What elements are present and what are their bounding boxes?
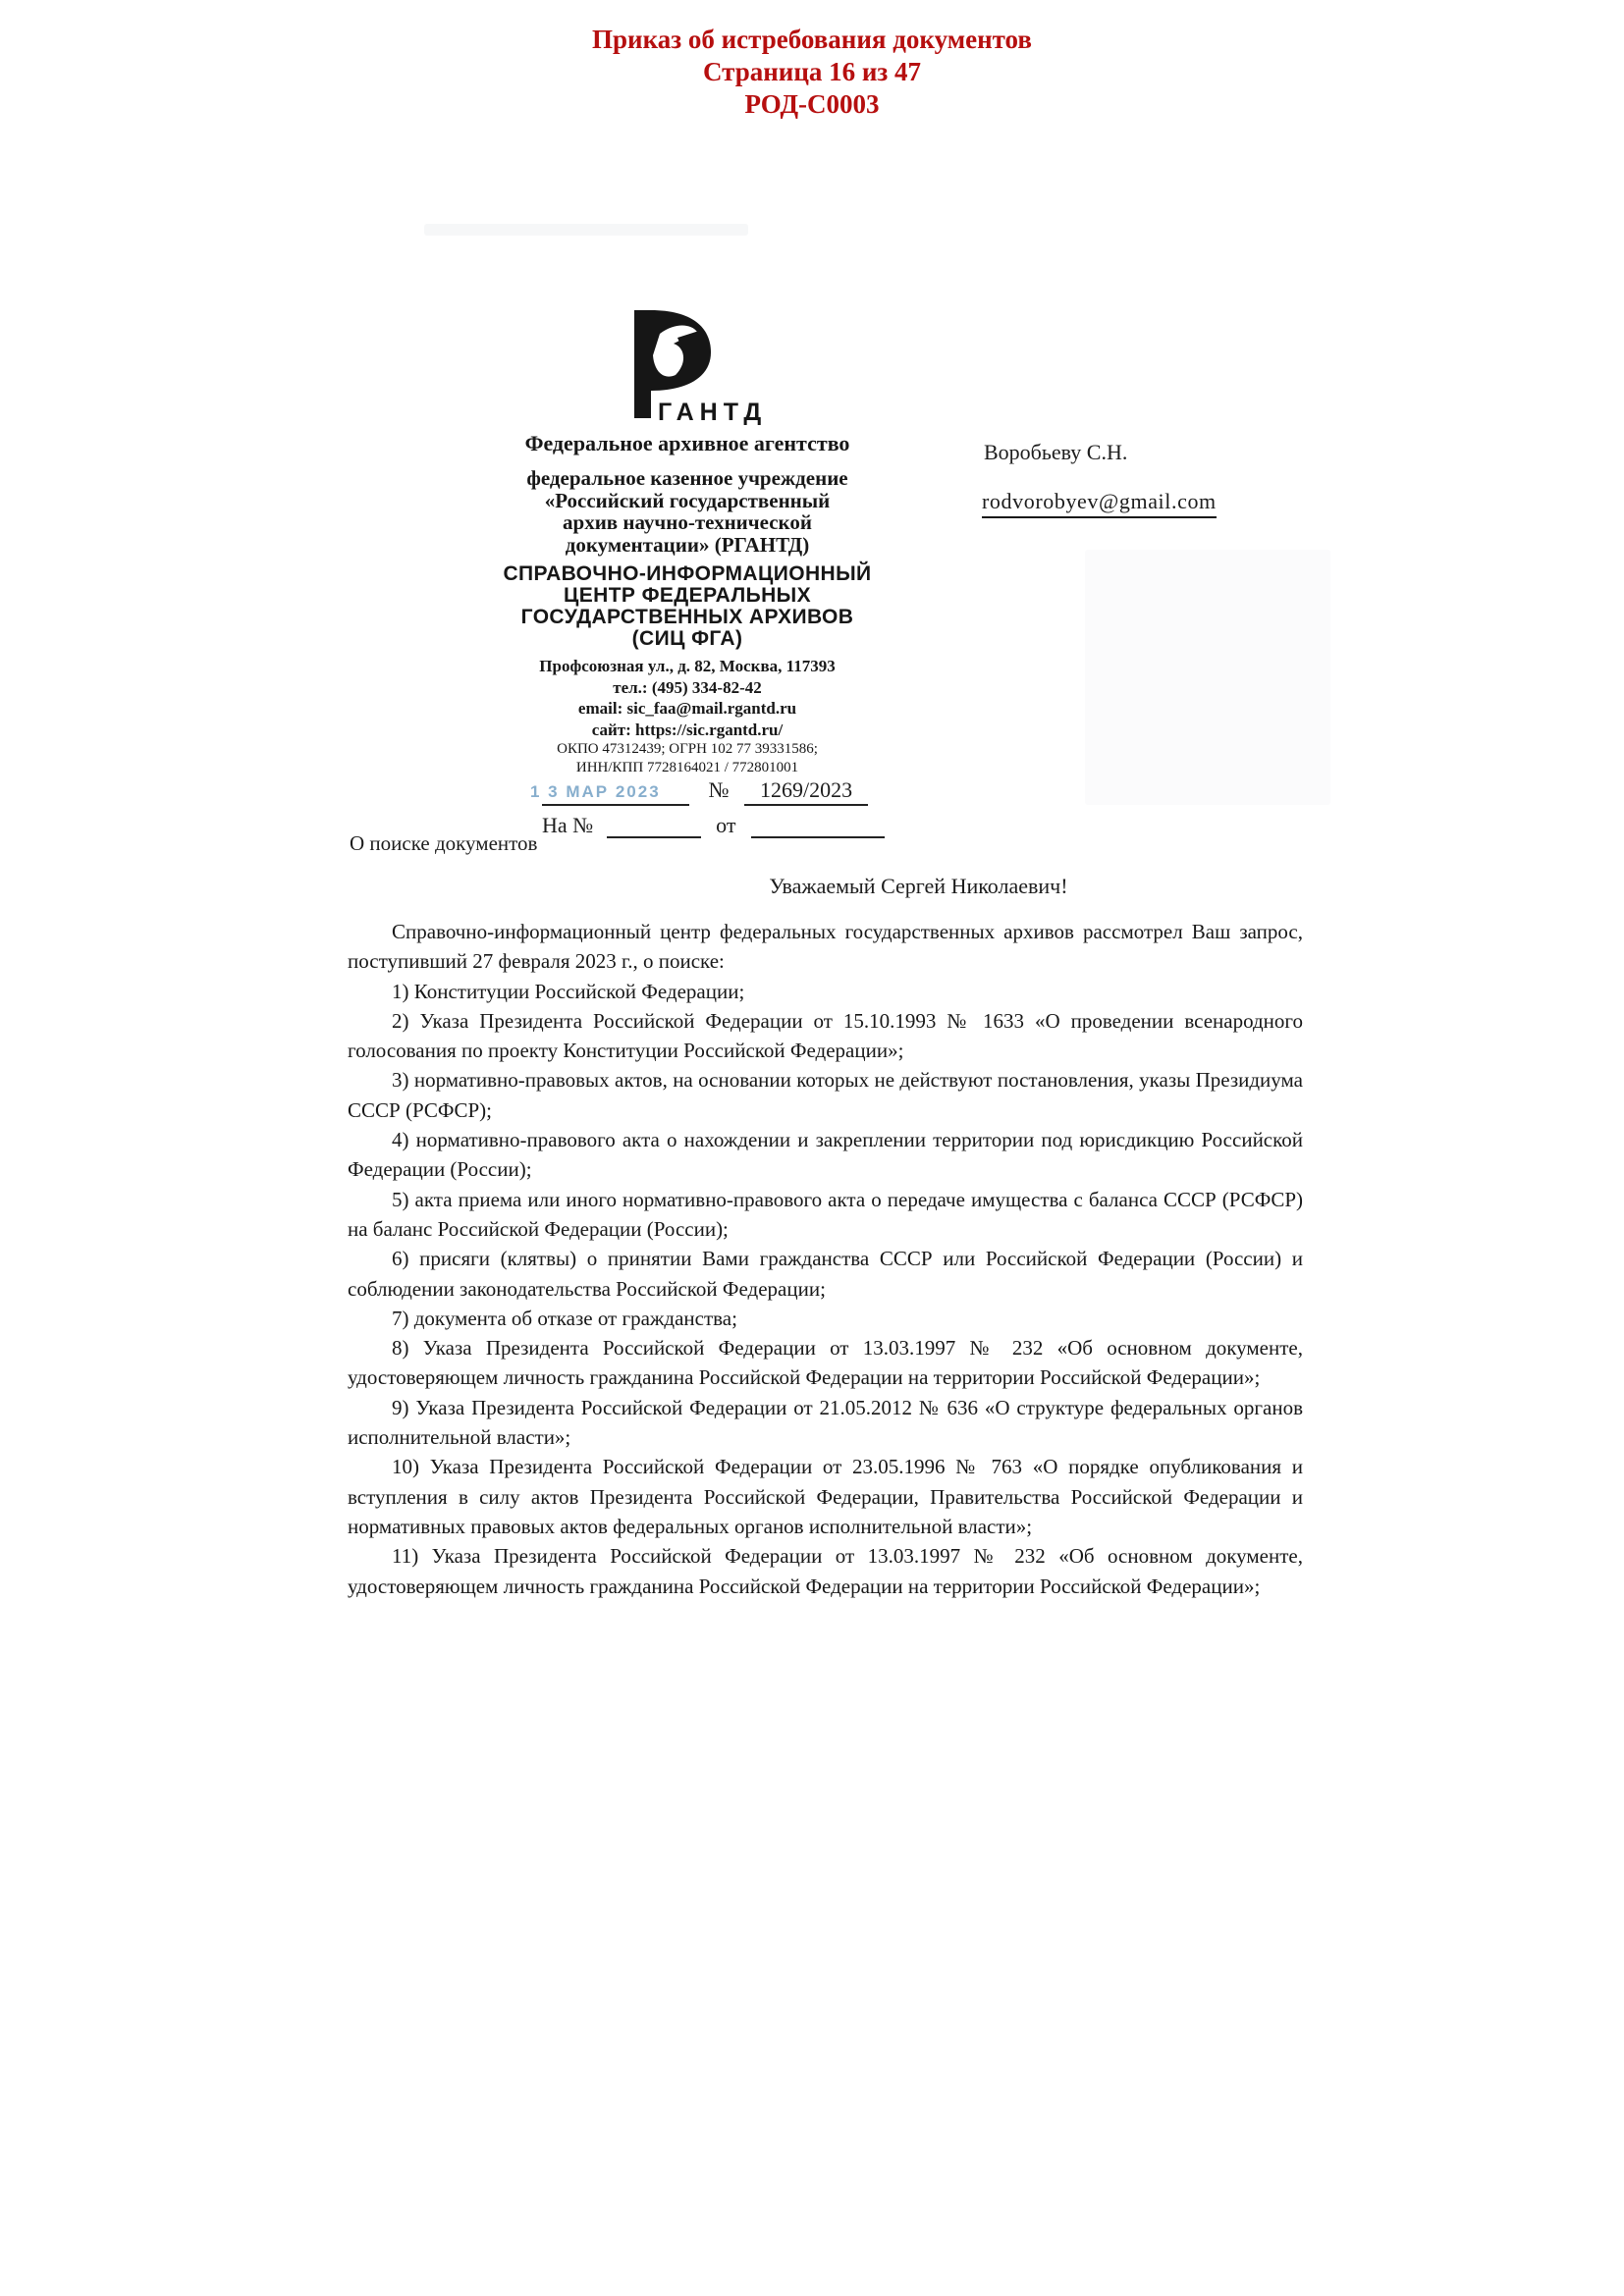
page-header	[0, 24, 1624, 121]
scan-artifact	[424, 224, 748, 236]
list-item-2: 2) Указа Президента Российской Федерации от 15.10.1993 № 1633 «О проведении всенародного голосования по проекту Конституции Российской Федерации»;	[348, 1008, 1303, 1063]
number-sign: №	[708, 777, 730, 802]
list-item-9: 9) Указа Президента Российской Федерации от 21.05.2012 № 636 «О структуре федеральных органов исполнительной власти»;	[348, 1395, 1303, 1450]
sic-center-line: ЦЕНТР ФЕДЕРАЛЬНЫХ	[563, 584, 812, 607]
list-item-3: 3) нормативно-правовых актов, на основании которых не действуют постановления, указы Президиума СССР (РСФСР);	[348, 1068, 1303, 1122]
org-name-line: документации» (РГАНТД)	[565, 532, 810, 557]
ref-ot-label: от	[716, 813, 736, 837]
list-item-7: 7) документа об отказе от гражданства;	[392, 1306, 737, 1330]
doc-code: РОД-С0003	[744, 89, 880, 119]
address-line: Профсоюзная ул., д. 82, Москва, 117393	[539, 657, 836, 675]
list-item-4: 4) нормативно-правового акта о нахождении и закреплении территории под юрисдикцию Российской Федерации (России);	[348, 1128, 1303, 1182]
rgantd-logo-icon	[623, 310, 799, 426]
list-item-6: 6) присяги (клятвы) о принятии Вами гражданства СССР или Российской Федерации (России) и соблюдении законодательства Российской Федерации;	[348, 1247, 1303, 1301]
org-name-line: федеральное казенное учреждение	[526, 466, 848, 490]
outgoing-number: 1269/2023	[744, 777, 868, 806]
recipient-email: rodvorobyev@gmail.com	[982, 489, 1217, 518]
inn-kpp-line: ИНН/КПП 7728164021 / 772801001	[575, 759, 799, 775]
page-header-title: Приказ об истребования документов	[592, 25, 1032, 54]
letter-body	[348, 874, 1303, 1601]
page-indicator: Страница 16 из 47	[702, 57, 922, 86]
list-item-5: 5) акта приема или иного нормативно-правового акта о передаче имущества с баланса СССР (РСФСР) на баланс Российской Федерации (России);	[348, 1187, 1303, 1241]
ref-na-label: На №	[542, 813, 594, 837]
list-item-11: 11) Указа Президента Российской Федерации от 13.03.1997 № 232 «Об основном документе, удостоверяющем личность гражданина Российской Федерации на территории Российской Федерации»;	[348, 1544, 1303, 1598]
org-name-line: «Российский государственный	[544, 488, 831, 512]
sic-center-line: ГОСУДАРСТВЕННЫХ АРХИВОВ	[520, 606, 854, 628]
site-line: сайт: https://sic.rgantd.ru/	[591, 720, 784, 739]
intro-paragraph: Справочно-информационный центр федеральных государственных архивов рассмотрел Ваш запрос, поступивший 27 февраля 2023 г., о поиске:	[348, 920, 1303, 974]
list-item-8: 8) Указа Президента Российской Федерации от 13.03.1997 № 232 «Об основном документе, удостоверяющем личность гражданина Российской Федерации на территории Российской Федерации»;	[348, 1336, 1303, 1390]
incoming-ref-row	[542, 813, 1003, 838]
date-blank-line	[530, 780, 689, 806]
email-line: email: sic_faa@mail.rgantd.ru	[577, 699, 797, 718]
reference-block	[530, 777, 1003, 845]
scan-artifact	[1085, 550, 1330, 805]
salutation: Уважаемый Сергей Николаевич!	[769, 874, 1068, 898]
list-item-1: 1) Конституции Российской Федерации;	[392, 979, 745, 1003]
ref-ot-blank-line	[751, 815, 885, 838]
logo-caption: ГАНТД	[658, 399, 768, 426]
phone-line: тел.: (495) 334-82-42	[613, 677, 762, 697]
org-name-line: архив научно-технической	[563, 510, 812, 534]
date-stamp: 1 3 МАР 2023	[530, 782, 661, 801]
recipient-name: Воробьеву С.Н.	[984, 440, 1128, 464]
outgoing-number-row	[530, 777, 1003, 806]
sic-center-line: (СИЦ ФГА)	[631, 627, 743, 650]
letterhead	[460, 430, 915, 776]
ref-na-blank-line	[607, 815, 701, 838]
okpo-ogrn-line: ОКПО 47312439; ОГРН 102 77 39331586;	[557, 741, 818, 757]
agency-name: Федеральное архивное агентство	[524, 431, 850, 455]
list-item-10: 10) Указа Президента Российской Федерации от 23.05.1996 № 763 «О порядке опубликования и вступления в силу актов Президента Российской Федерации, Правительства Российской Федерации и нормативных правовых актов федеральных органов исполнительной власти»;	[348, 1455, 1303, 1538]
sic-center-line: СПРАВОЧНО-ИНФОРМАЦИОННЫЙ	[503, 562, 872, 585]
subject-line: О поиске документов	[350, 831, 538, 855]
